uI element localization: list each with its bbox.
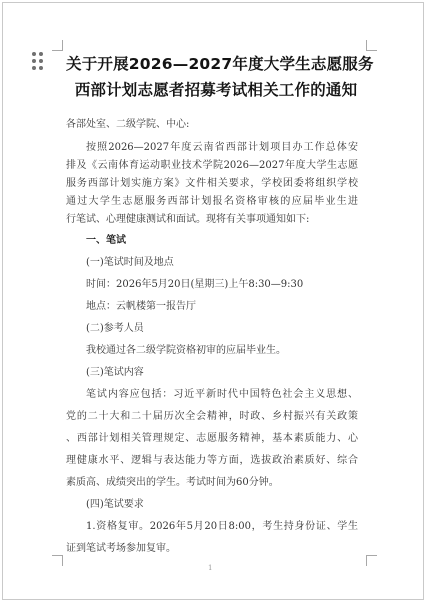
content-line: 素质高、成绩突出的学生。考试时间为60分钟。 [66,477,279,488]
content-line: 、西部计划相关管理规定、志愿服务精神，基本素质能力、心 [66,433,358,444]
content-line: 党的二十大和二十届历次全会精神，时政、乡村振兴有关政策 [66,411,358,422]
margin-corner-mark [52,40,63,51]
requirements-line: 证到笔试考场参加复审。 [66,543,176,554]
intro-line: 行笔试、心理健康测试和面试。现将有关事项通知如下: [66,214,310,225]
document-title-line-2: 西部计划志愿者招募考试相关工作的通知 [74,81,358,99]
section-heading-written-exam: 一、笔试 [86,235,126,246]
page-number: 1 [208,564,213,572]
intro-line: 按照2026—2027年度云南省西部计划项目办工作总体安 [86,142,358,153]
intro-line: 服务西部计划实施方案》文件相关要求，学校团委将组织学校 [66,178,358,189]
margin-corner-mark [366,40,377,51]
content-line: 笔试内容应包括：习近平新时代中国特色社会主义思想、 [86,389,358,400]
exam-place: 地点：云帆楼第一报告厅 [86,301,196,312]
document-title-line-1: 关于开展2026—2027年度大学生志愿服务 [66,55,374,73]
subsection-heading-content: (三)笔试内容 [86,367,144,378]
subsection-heading-requirements: (四)笔试要求 [86,499,144,510]
drag-handle-icon[interactable] [32,52,42,74]
requirements-line: 1.资格复审。2026年5月20日8:00，考生持身份证、学生 [86,521,358,532]
intro-line: 排及《云南体育运动职业技术学院2026—2027年度大学生志愿 [66,160,358,171]
margin-corner-mark [52,555,63,566]
exam-time: 时间：2026年5月20日(星期三)上午8:30—9:30 [86,279,304,290]
subsection-heading-participants: (二)参考人员 [86,323,144,334]
intro-line: 通过大学生志愿服务西部计划报名资格审核的应届毕业生进 [66,196,358,207]
content-line: 理健康水平、逻辑与表达能力等方面，选拔政治素质好、综合 [66,455,358,466]
subsection-heading-time-place: (一)笔试时间及地点 [86,257,174,268]
salutation: 各部处室、二级学院、中心: [66,119,190,130]
margin-corner-mark [366,555,377,566]
participants-text: 我校通过各二级学院资格初审的应届毕业生。 [86,345,286,356]
